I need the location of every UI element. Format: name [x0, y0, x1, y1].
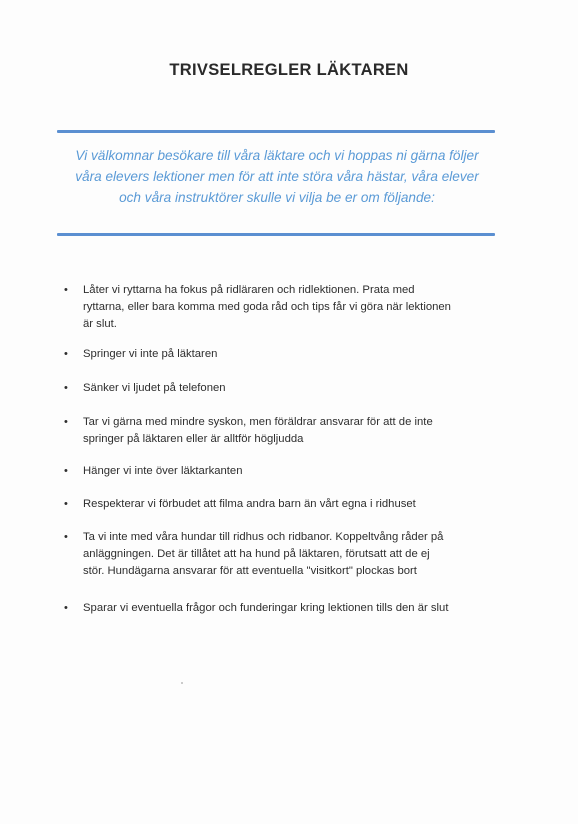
rule-line: anläggningen. Det är tillåtet att ha hund på läktaren, förutsatt att de ej: [83, 548, 430, 560]
bottom-divider: [57, 233, 495, 236]
rule-line: Sparar vi eventuella frågor och funderingar kring lektionen tills den är slut: [83, 602, 449, 614]
rule-line: springer på läktaren eller är alltför högljudda: [83, 433, 304, 445]
document-title: TRIVSELREGLER LÄKTAREN: [169, 61, 409, 79]
rule-line: stör. Hundägarna ansvarar för att eventuella "visitkort" plockas bort: [83, 565, 417, 577]
rule-line: Ta vi inte med våra hundar till ridhus och ridbanor. Koppeltvång råder på: [83, 531, 444, 543]
bullet-icon: •: [64, 498, 68, 510]
bullet-icon: •: [64, 382, 68, 394]
rule-line: Tar vi gärna med mindre syskon, men föräldrar ansvarar för att de inte: [83, 416, 433, 428]
top-divider: [57, 130, 495, 133]
intro-line: och våra instruktörer skulle vi vilja be er om följande:: [119, 190, 435, 205]
bullet-icon: •: [64, 348, 68, 360]
intro-line: Vi välkomnar besökare till våra läktare och vi hoppas ni gärna följer: [75, 148, 479, 163]
bullet-icon: •: [64, 531, 68, 543]
bullet-icon: •: [64, 416, 68, 428]
bullet-icon: •: [64, 465, 68, 477]
intro-paragraph: [46, 145, 508, 208]
rule-line: Låter vi ryttarna ha fokus på ridläraren och ridlektionen. Prata med: [83, 284, 415, 296]
bullet-icon: •: [64, 602, 68, 614]
rule-line: Respekterar vi förbudet att filma andra barn än vårt egna i ridhuset: [83, 498, 416, 510]
rule-line: ryttarna, eller bara komma med goda råd och tips får vi göra när lektionen: [83, 301, 451, 313]
intro-line: våra elevers lektioner men för att inte störa våra hästar, våra elever: [75, 169, 479, 184]
rule-line: Springer vi inte på läktaren: [83, 348, 218, 360]
rule-line: är slut.: [83, 318, 117, 330]
bullet-icon: •: [64, 284, 68, 296]
rule-line: Hänger vi inte över läktarkanten: [83, 465, 243, 477]
scan-speck: [181, 682, 183, 684]
rule-line: Sänker vi ljudet på telefonen: [83, 382, 226, 394]
